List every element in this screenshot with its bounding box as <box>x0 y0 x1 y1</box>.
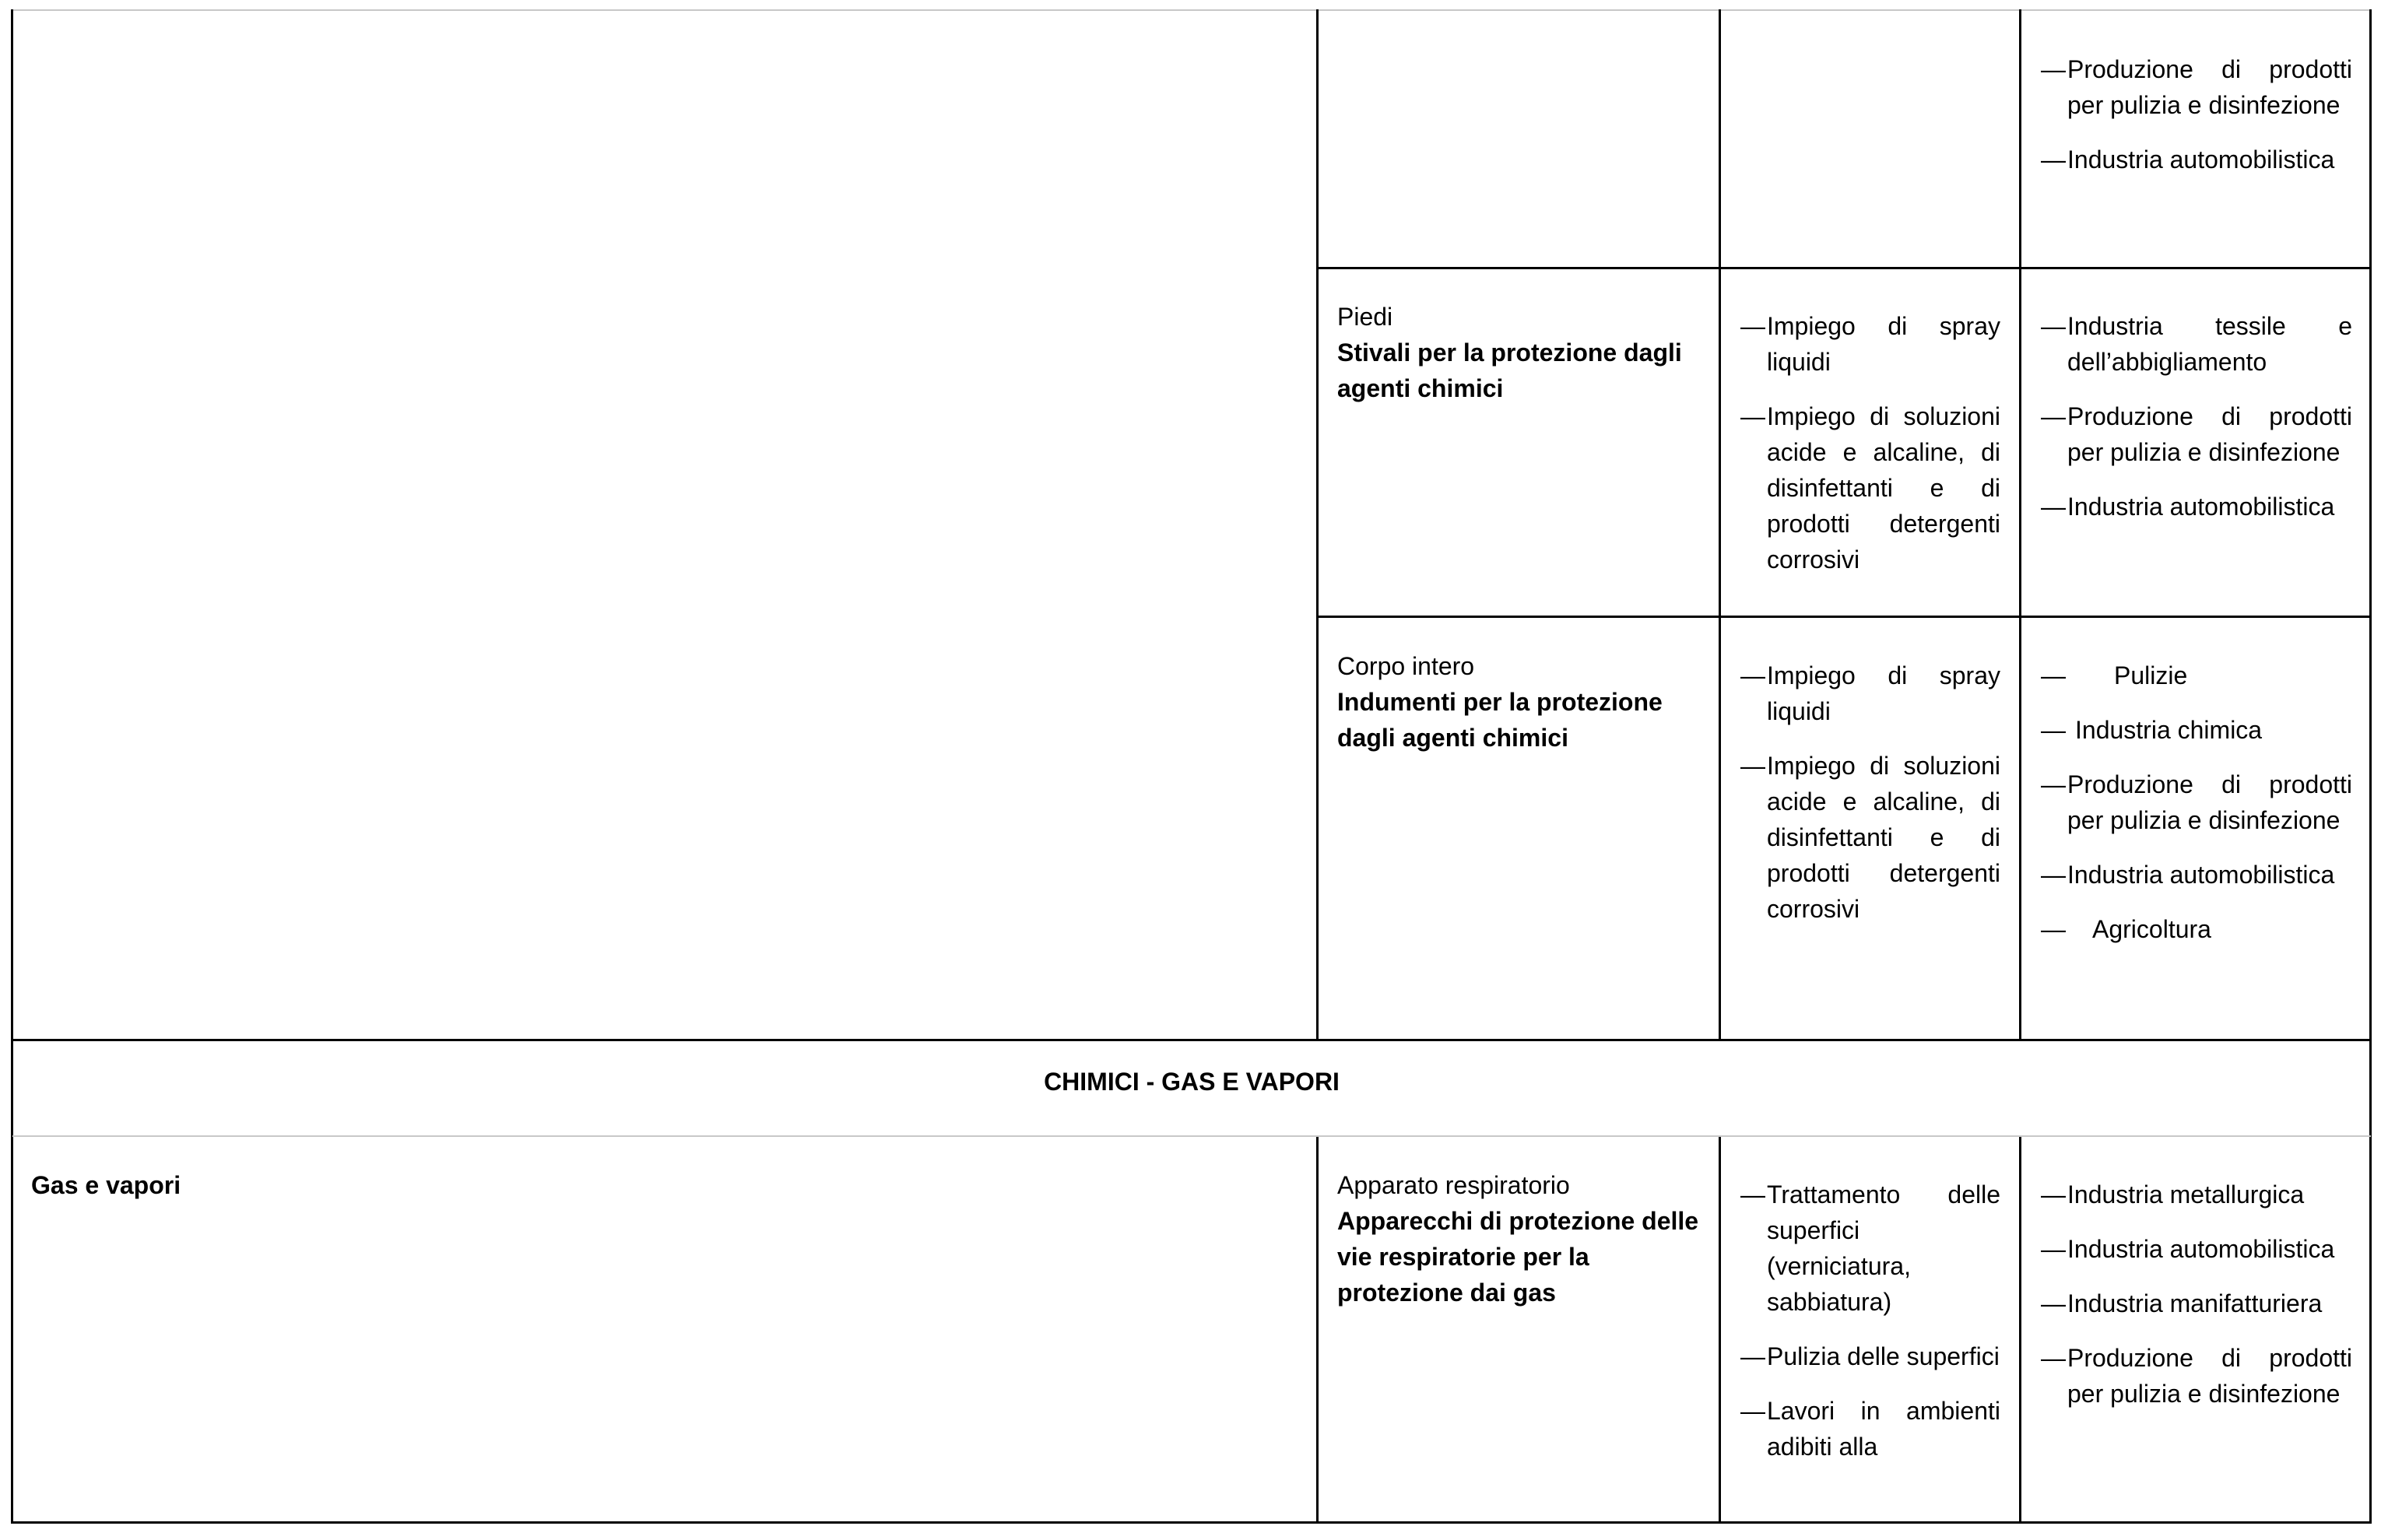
right-border <box>2369 9 2372 1524</box>
list-item: — Impiego di spray liquidi <box>1740 312 2000 376</box>
list-item: — Produzione di prodotti per pulizia e disinfezione <box>2041 402 2352 466</box>
list-item: — Produzione di prodotti per pulizia e disinfezione <box>2041 55 2352 119</box>
list-item: — Industria automobilistica <box>2041 146 2335 174</box>
col-divider-1 <box>1316 9 1319 1040</box>
col-divider-3 <box>2019 9 2021 1040</box>
list-item: — Industria automobilistica <box>2041 493 2335 521</box>
list-item: — Agricoltura <box>2041 915 2211 943</box>
list-item: — Industria metallurgica <box>2041 1180 2305 1208</box>
body-part-label: Corpo intero <box>1337 652 1475 680</box>
risk-label: Gas e vapori <box>31 1171 181 1199</box>
list-item: — Industria chimica <box>2041 716 2263 744</box>
row2-sectors-cell <box>2041 658 2352 966</box>
list-item: — Impiego di soluzioni acide e alcaline, di disinfettanti e di prodotti detergenti corrosivi <box>1740 752 2000 923</box>
gas-sectors-cell <box>2041 1177 2352 1430</box>
col-divider-3-lower <box>2019 1137 2021 1523</box>
row-divider-2 <box>1316 616 2371 618</box>
row1-activities-cell <box>1740 308 2000 596</box>
row-divider-1 <box>1316 267 2371 269</box>
gas-activities-cell <box>1740 1177 2000 1483</box>
list-item: — Lavori in ambienti adibiti alla <box>1740 1397 2000 1461</box>
list-item: — Produzione di prodotti per pulizia e disinfezione <box>2041 1344 2352 1408</box>
dpi-label: Stivali per la protezione dagli agenti chimici <box>1337 339 1682 402</box>
list-item: — Impiego di soluzioni acide e alcaline, di disinfettanti e di prodotti detergenti corrosivi <box>1740 402 2000 574</box>
row2-activities-cell <box>1740 658 2000 945</box>
col-divider-2 <box>1719 9 1721 1040</box>
list-item: — Impiego di spray liquidi <box>1740 661 2000 725</box>
list-item: — Industria automobilistica <box>2041 861 2335 889</box>
body-part-label: Piedi <box>1337 303 1393 331</box>
col-divider-1-lower <box>1316 1137 1319 1523</box>
section-title: CHIMICI - GAS E VAPORI <box>1044 1068 1340 1096</box>
list-item: — Pulizia delle superfici <box>1740 1342 2000 1370</box>
col-divider-2-lower <box>1719 1137 1721 1523</box>
list-item: — Industria tessile e dell’abbigliamento <box>2041 312 2352 376</box>
list-item: — Produzione di prodotti per pulizia e disinfezione <box>2041 770 2352 834</box>
list-item: — Industria manifatturiera <box>2041 1289 2323 1317</box>
gas-part-cell <box>1337 1167 1703 1310</box>
bottom-border <box>11 1521 2372 1524</box>
list-item: — Trattamento delle superfici (verniciatura, sabbiatura) <box>1740 1180 2000 1316</box>
dpi-label: Apparecchi di protezione delle vie respiratorie per la protezione dai gas <box>1337 1207 1699 1307</box>
row0-sectors-cell <box>2041 51 2352 196</box>
body-part-label: Apparato respiratorio <box>1337 1171 1570 1199</box>
top-border <box>12 9 2371 11</box>
row1-part-cell <box>1337 299 1703 406</box>
section-bottom-border <box>12 1135 2371 1137</box>
row1-sectors-cell <box>2041 308 2352 543</box>
left-border <box>11 9 13 1524</box>
list-item: — Industria automobilistica <box>2041 1235 2335 1263</box>
section-top-border <box>11 1039 2372 1041</box>
dpi-label: Indumenti per la protezione dagli agenti chimici <box>1337 688 1663 752</box>
list-item: — Pulizie <box>2041 661 2188 689</box>
row2-part-cell <box>1337 648 1703 756</box>
